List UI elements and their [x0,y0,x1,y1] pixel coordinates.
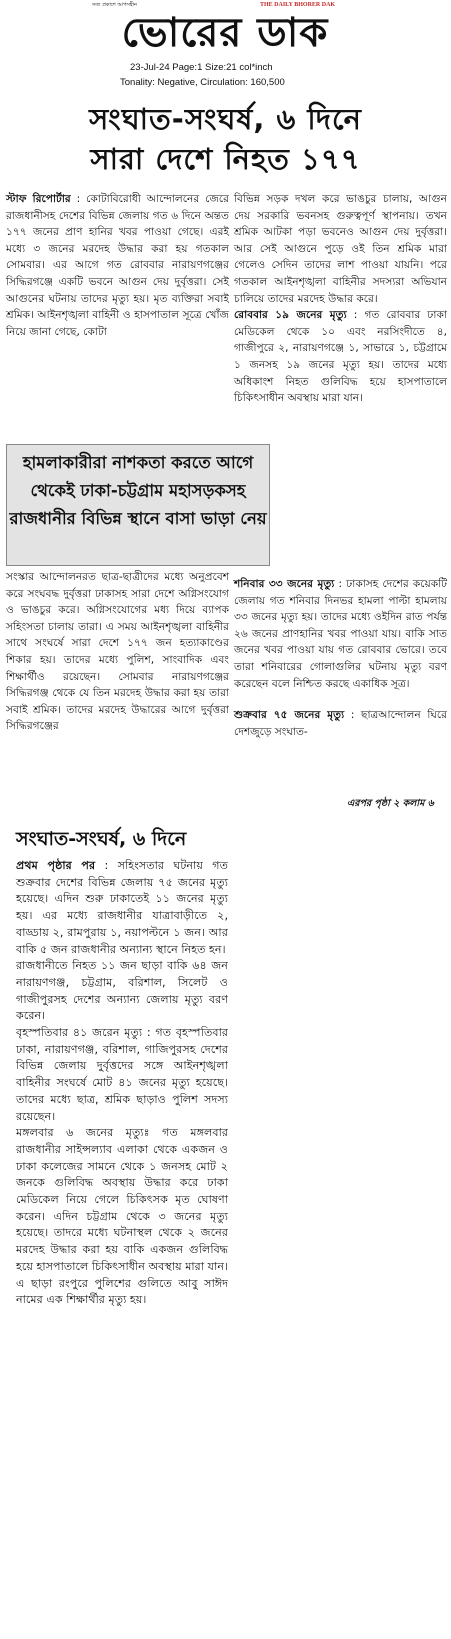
body-text: রাজধানীতে নিহত ১১ জন ছাড়া বাকি ৬৪ জন নারায়ণগঞ্জ, চট্টগ্রাম, বরিশাল, সিলেট ও গাজীপুরসহ দেশের অন্যান্য জেলায় মৃত্যু বরণ করেন। [16,959,228,1023]
sub-heading: শুক্রবার ৭৫ জনের মৃত্যু [234,709,345,721]
article-column-left [6,191,229,340]
headline-line-1: সংঘাত-সংঘর্ষ, ৬ দিনে [89,102,362,136]
clipping-meta-date: 23-Jul-24 Page:1 Size:21 col*inch [130,62,273,73]
masthead-english-name: THE DAILY BHORER DAK [260,2,336,8]
byline: স্টাফ রিপোর্টার [6,193,71,205]
body-text: : গত রোববার ঢাকা মেডিকেল থেকে ১০ এবং নরসিংদীতে ৪, গাজীপুরে ২, নারায়ণগঞ্জে ১, সাভারে ১, চট্টগ্রামে ১ জনসহ ১৯ জনের মৃত্যু হয়। তাদের মধ্যে অধিকাংশ নিহত গুলিবিদ্ধ হয়ে হাসপাতালে চিকিৎসাধীন অবস্থায় মারা যান। [234,309,447,405]
body-text: : ছাত্রআন্দোলন ঘিরে দেশজুড়ে সংঘাত- [234,709,447,738]
headline-line-2: সারা দেশে নিহত ১৭৭ [90,142,361,176]
article-column-right-lower [234,576,447,692]
jump-lead-label: প্রথম পৃষ্ঠার পর [16,859,96,872]
body-text: মঙ্গলবার ৬ জনের মৃত্যুঃ গত মঙ্গলবার রাজধানীর সাইন্সল্যাব এলাকা থেকে একজন ও ঢাকা কলেজের সামনে থেকে ১ জনসহ মোট ২ জনকে গুলিবিদ্ধ অবস্থায় উদ্ধার করে ঢাকা মেডিকেল নিয়ে গেলে চিকিৎসক মৃত ঘোষণা করেন। এদিন চট্টগ্রাম থেকে ৩ জনের মৃত্যু হয়েছে। তাদরে মধ্যে ঘটনাস্থল থেকে ২ জনের মরদেহ উদ্ধার করা হয় বাকি একজন গুলিবিদ্ধ হয়ে হাসপাতালে চিকিৎসাধীন অবস্থায় মারা যান। এ ছাড়া রংপুরে পুলিশের গুলিতে আবু সাঈদ নামের এক শিক্ষার্থীর মৃত্যু হয়। [16,1126,228,1307]
body-text: : কোটাবিরোধী আন্দোলনের জেরে রাজধানীসহ দেশের বিভিন্ন জেলায় গত ৬ দিনে অন্তত ১৭৭ জনের প্রাণ হানির খবর পাওয়া গেছে। এরই মধ্যে ৩ জনের মরদেহ উদ্ধার করা হয় গতকাল সোমবার। এর আগে গত রোববার নারায়ণগঞ্জের সিদ্ধিরগঞ্জে একটি ভবনে আগুন দেয় দুর্বৃত্তরা। সেই আগুনের ঘটনায় তাদের মৃত্যু হয়। মৃত ব্যক্তিরা সবাই শ্রমিক। আইনশৃঙ্খলা বাহিনী ও হাসপাতাল সূত্রে খোঁজ নিয়ে জানা গেছে, কোটা [6,193,229,338]
article-column-right-bottom [234,707,447,740]
article-column-left-lower [6,569,229,735]
sub-heading: রোববার ১৯ জনের মৃত্যু [234,309,347,322]
jump-headline: সংঘাত-সংঘর্ষ, ৬ দিনে [16,828,187,850]
pull-quote-text: হামলাকারীরা নাশকতা করতে আগে থেকেই ঢাকা-চট্টগ্রাম মহাসড়কসহ রাজধানীর বিভিন্ন স্থানে বাসা ভাড়া নেয় [9,453,267,528]
newspaper-logo: ভোরের ডাক [121,9,329,56]
sub-heading: শনিবার ৩৩ জনের মৃত্যু [234,578,335,590]
body-text: বৃহস্পতিবার ৪১ জরেন মৃত্যু : গত বৃহস্পতিবার ঢাকা, নারায়ণগঞ্জ, বরিশাল, গাজিপুরসহ দেশের বিভিন্ন জেলায় দুর্বৃত্তদের সঙ্গে আইনশৃঙ্খলা বাহিনীর সংঘর্ষে মোট ৪১ জনের মৃত্যু হয়েছে। তাদের মধ্যে ছাত্র, শ্রমিক ছাড়াও পুলিশ সদস্য রয়েছেন। [16,1026,228,1123]
pull-quote-box [6,444,270,566]
continuation-note: এরপর পৃষ্ঠা ২ কলাম ৬ [347,798,434,809]
article-column-right [234,191,447,407]
body-text: সংস্কার আন্দোলনরত ছাত্র-ছাত্রীদের মধ্যে অনুপ্রবেশ করে সংঘবদ্ধ দুর্বৃত্তরা ঢাকাসহ সারা দেশে অগ্নিসংযোগ ও ভাঙচুর করে। অগ্নিসংযোগের মধ্য দিয়ে ব্যাপক সহিংসতা চালায় তারা। এ সময় আইনশৃঙ্খলা বাহিনীর সাথে সংঘর্ষে সারা দেশে ১৭৭ জন হত্যাকাণ্ডের শিকার হয়। তাদের মধ্যে পুলিশ, সাংবাদিক এবং শিক্ষার্থীও রয়েছেন। সোমবার নারায়ণগঞ্জের সিদ্ধিরগঞ্জ থেকে যে তিন মরদেহ উদ্ধার করা হয় তারা সবাই শ্রমিক। তাদের মরদেহ উদ্ধারের আগে দুর্বৃত্তরা সিদ্ধিরগঞ্জের [6,571,229,733]
jump-article-body [16,858,228,1309]
clipping-meta-tonality: Tonality: Negative, Circulation: 160,500 [120,77,285,88]
masthead [0,0,451,62]
masthead-tagline: সত্য প্রকাশে আপসহীন [92,2,137,8]
body-text: বিভিন্ন সড়ক দখল করে ভাঙচুর চালায়, আগুন দেয় সরকারি ভবনসহ গুরুত্বপূর্ণ স্থাপনায়। তখন শ্রমিক আটকা পড়া ভবনেও আগুন দেয় দুর্বৃত্তরা। আর সেই আগুনে পুড়ে ওই তিন শ্রমিক মারা গেলেও সেদিন তাদের লাশ পাওয়া যায়নি। পরে গতকাল আইনশৃঙ্খলা বাহিনীর সদস্যরা অভিযান চালিয়ে তাদের মরদেহ উদ্ধার করে। [234,193,447,305]
body-text: : ঢাকাসহ দেশের কয়েকটি জেলায় গত শনিবার দিনভর হামলা পাল্টা হামলায় ৩৩ জনের মৃত্যু হয়। তাদের মধ্যে ওইদিন রাত পর্যন্ত ২৬ জনের প্রাণহানির খবর পাওয়া যায়। বাকি সাত জনের খবর পাওয়া যায় গত রোববার ভোরে। তবে তারা শনিবারের গোলাগুলির ঘটনায় মৃত্যু বরণ করেছেন বলে নিশ্চিত করছে একাধিক সূত্র। [234,578,447,690]
body-text: : সহিংসতার ঘটনায় গত শুক্রবার দেশের বিভিন্ন জেলায় ৭৫ জনের মৃত্যু হয়েছে। এদিন শুরু ঢাকাতেই ১১ জনের মৃত্যু হয়। এর মধ্যে রাজধানীর যাত্রাবাড়ীতে ২, বাড্ডায় ২, রামপুরায় ১, নয়াপল্টনে ১ জন। আর বাকি ৫ জন রাজধানীর অন্যান্য স্থানে নিহত হন। [16,859,228,956]
